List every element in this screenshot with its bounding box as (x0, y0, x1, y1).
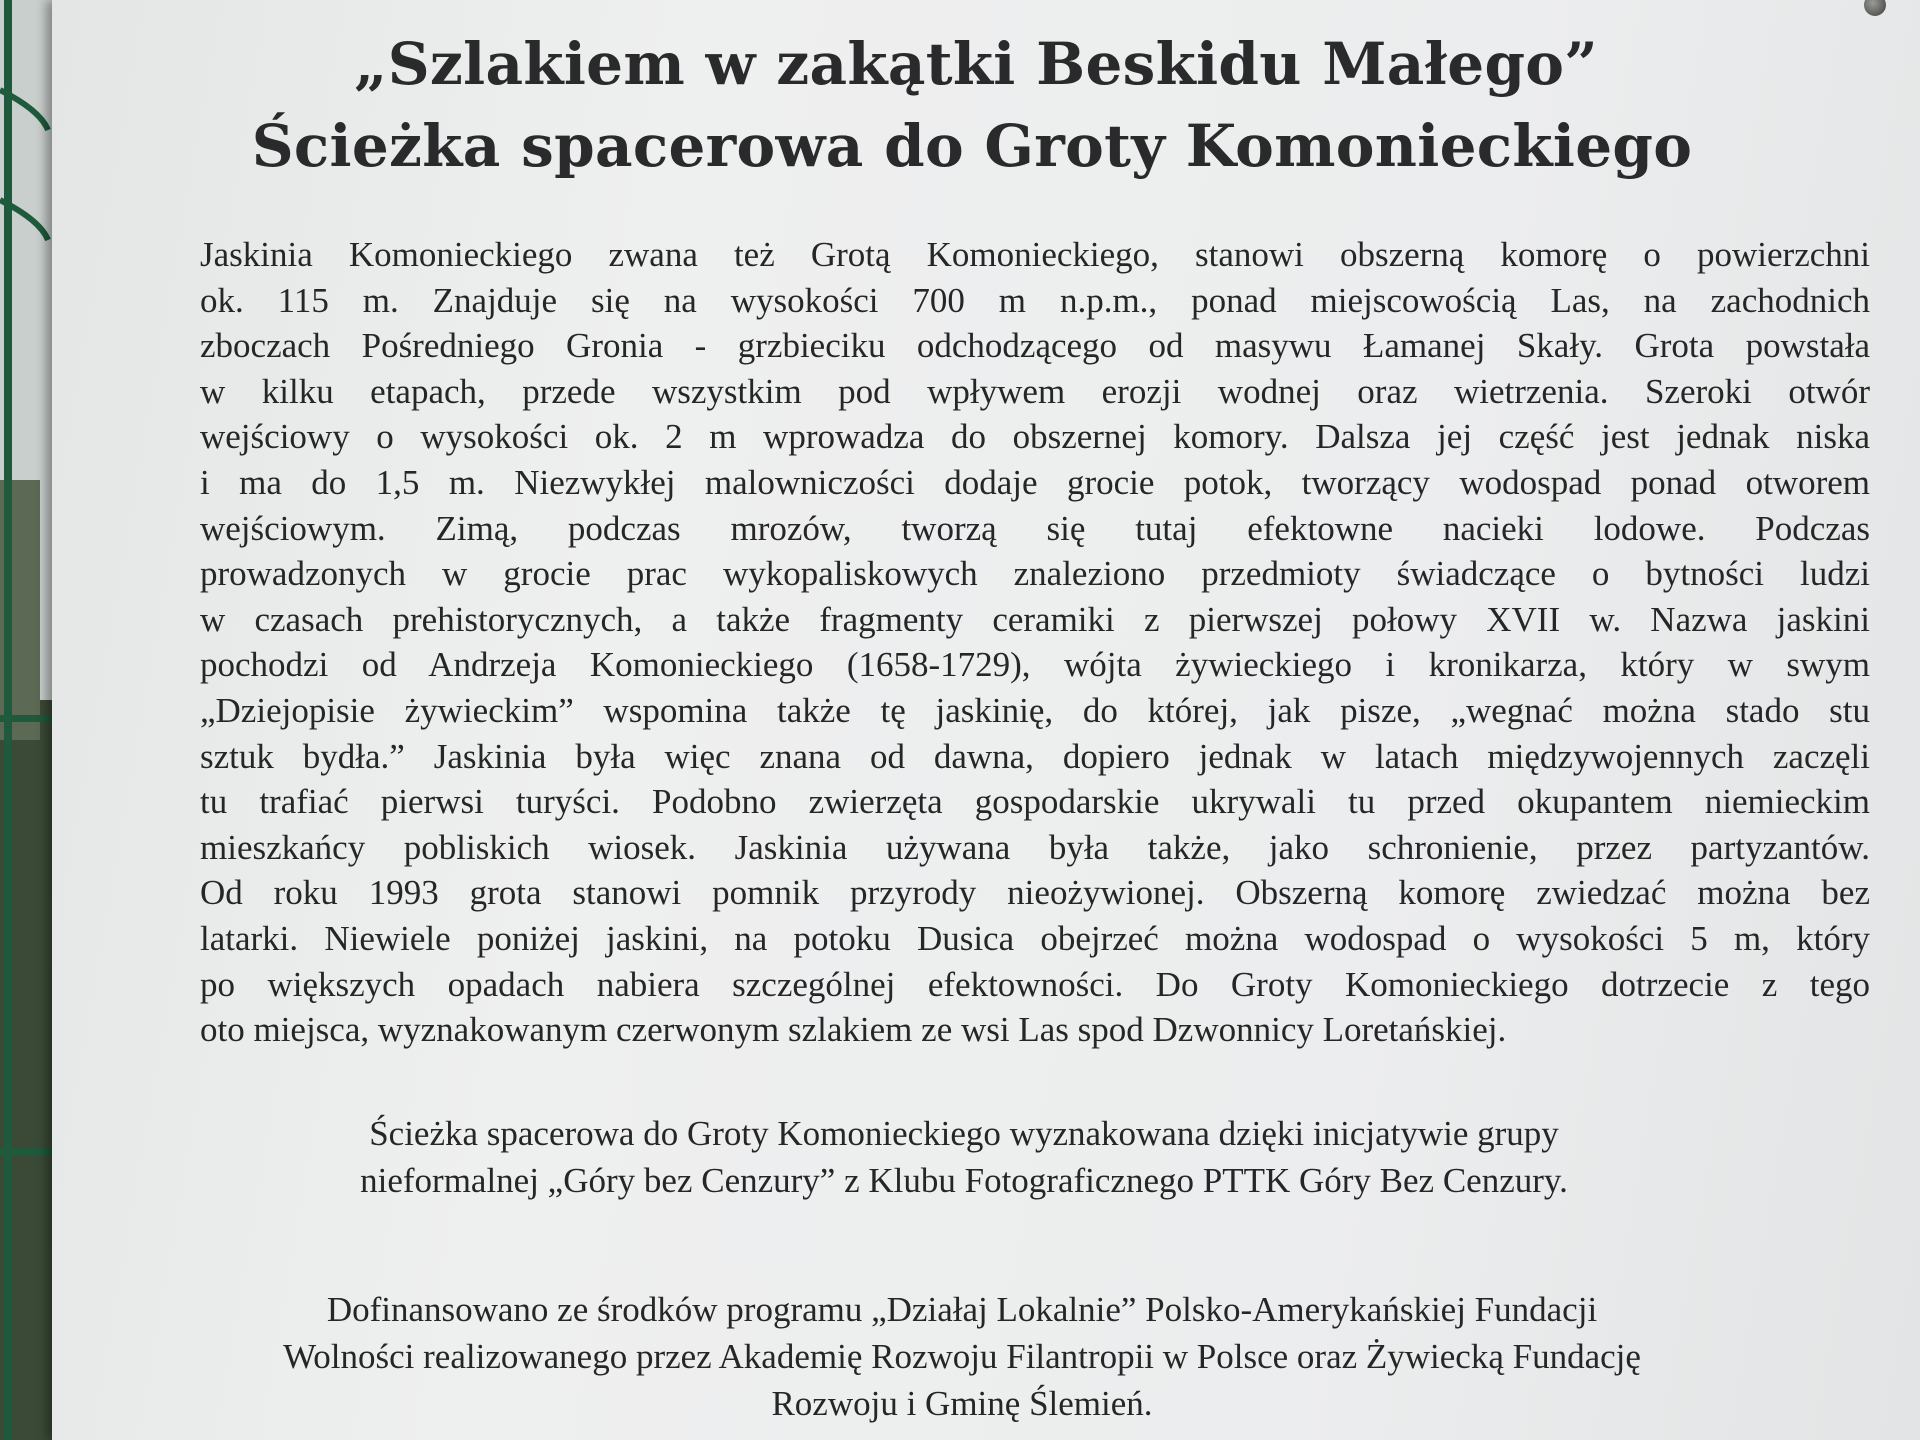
information-board (52, 0, 1920, 1440)
funding-line: Dofinansowano ze środków programu „Działaj Lokalnie” Polsko-Amerykańskiej Fundacji (326, 1290, 1598, 1329)
description-line: latarki. Niewiele poniżej jaskini, na potoku Dusica obejrzeć można wodospad o wysokości 5 m, który (200, 918, 1870, 958)
funding-note (28, 1286, 1896, 1427)
description-line: Od roku 1993 grota stanowi pomnik przyrody nieożywionej. Obszerną komorę zwiedzać można bez (200, 873, 1870, 913)
mounting-bolt (1864, 0, 1886, 16)
funding-line: Wolności realizowanego przez Akademię Rozwoju Filantropii w Polsce oraz Żywiecką Fundację (283, 1337, 1641, 1376)
description-line: „Dziejopisie żywieckim” wspomina także tę jaskinię, do której, jak pisze, „wegnać można stado stu (200, 690, 1870, 730)
description-line: tu trafiać pierwsi turyści. Podobno zwierzęta gospodarskie ukrywali tu przed okupantem niemieckim (200, 782, 1870, 822)
description-line: oto miejsca, wyznakowanym czerwonym szlakiem ze wsi Las spod Dzwonnicy Loretańskiej. (200, 1010, 1507, 1050)
board-description (200, 232, 1870, 1053)
description-line: zboczach Pośredniego Gronia - grzbieciku odchodzącego od masywu Łamanej Skały. Grota powstała (200, 326, 1870, 366)
trail-credit (30, 1110, 1898, 1204)
description-line: w czasach prehistorycznych, a także fragmenty ceramiki z pierwszej połowy XVII w. Nazwa jaskini (200, 599, 1870, 639)
description-line: i ma do 1,5 m. Niezwykłej malowniczości dodaje grocie potok, tworzący wodospad ponad otworem (200, 462, 1870, 502)
description-line: sztuk bydła.” Jaskinia była więc znana od dawna, dopiero jednak w latach międzywojennych zaczęli (200, 736, 1870, 776)
description-line: w kilku etapach, przede wszystkim pod wpływem erozji wodnej oraz wietrzenia. Szeroki otwór (200, 371, 1870, 411)
board-title: „Szlakiem w zakątki Beskidu Małego” (354, 30, 1598, 98)
description-line: ok. 115 m. Znajduje się na wysokości 700 m n.p.m., ponad miejscowością Las, na zachodnich (200, 280, 1870, 320)
description-line: wejściowy o wysokości ok. 2 m wprowadza do obszernej komory. Dalsza jej część jest jednak niska (200, 417, 1870, 457)
description-line: pochodzi od Andrzeja Komonieckiego (1658-1729), wójta żywieckiego i kronikarza, który w swym (200, 645, 1870, 685)
credit-line: nieformalnej „Góry bez Cenzury” z Klubu Fotograficznego PTTK Góry Bez Cenzury. (360, 1161, 1568, 1200)
board-subtitle: Ścieżka spacerowa do Groty Komonieckiego (251, 112, 1693, 180)
description-line: mieszkańcy pobliskich wiosek. Jaskinia używana była także, jako schronienie, przez partyzantów. (200, 827, 1870, 867)
description-line: prowadzonych w grocie prac wykopaliskowych znaleziono przedmioty świadczące o bytności ludzi (200, 554, 1870, 594)
description-line: Jaskinia Komonieckiego zwana też Grotą Komonieckiego, stanowi obszerną komorę o powierzchni (200, 235, 1870, 274)
credit-line: Ścieżka spacerowa do Groty Komonieckiego wyznakowana dzięki inicjatywie grupy (369, 1114, 1559, 1153)
description-line: po większych opadach nabiera szczególnej efektowności. Do Groty Komonieckiego dotrzecie z tego (200, 964, 1870, 1004)
description-line: wejściowym. Zimą, podczas mrozów, tworzą się tutaj efektowne nacieki lodowe. Podczas (200, 508, 1870, 548)
funding-line: Rozwoju i Gminę Ślemień. (771, 1384, 1153, 1423)
